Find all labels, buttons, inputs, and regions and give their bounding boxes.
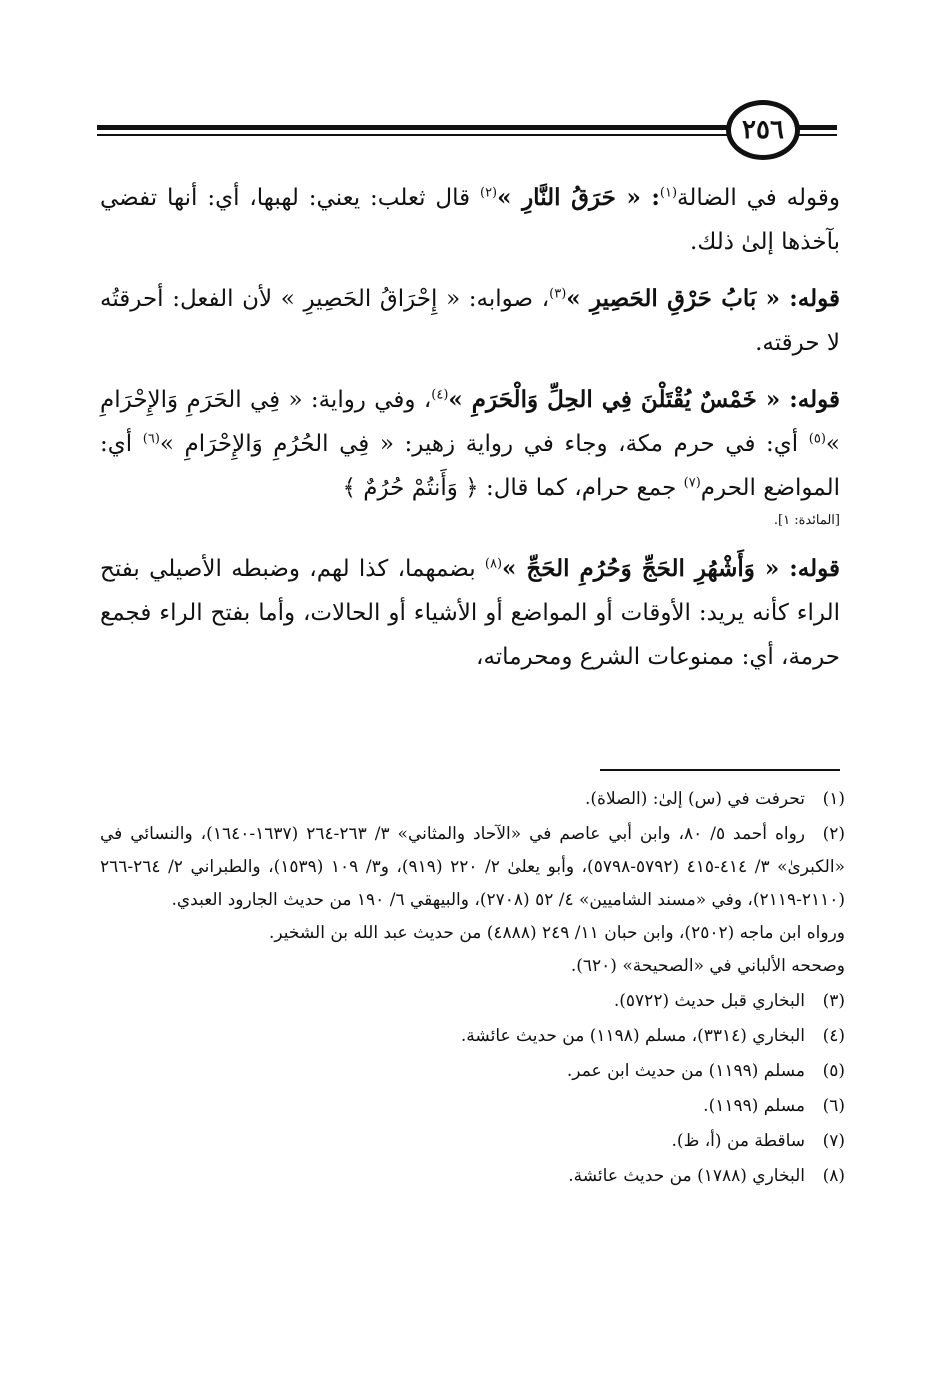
footnote-number: (٣) [822,991,845,1011]
main-text [100,176,840,679]
text-segment: ، وفي رواية: « فِي الحَرَمِ وَالإِحْرَامِ » [100,387,840,457]
hadith-quote: قوله: « وَأَشْهُرِ الحَجِّ وَحُرُمِ الحَجِّ » [502,555,840,582]
footnote-continuation: ورواه ابن ماجه (٢٥٠٢)، وابن حبان ١١/ ٢٤٩ (٤٨٨٨) من حديث عبد الله بن الشخير. [268,923,845,943]
footnote-number: (١) [822,789,845,809]
page-header [97,96,837,166]
header-rule-right [797,125,837,130]
text-segment: وقوله في الضالة [677,185,840,211]
footnote [100,1125,845,1158]
footnote [100,1160,845,1193]
footnote-ref: (٢) [479,185,498,201]
paragraph [100,277,840,365]
footnote [100,1090,845,1123]
footnote-ref: (١) [659,185,678,201]
text-segment: أي: في حرم مكة، وجاء في رواية زهير: « فِي الحُرُمِ وَالإِحْرَامِ » [159,431,809,457]
footnote-text: مسلم (١١٩٩). [703,1096,805,1116]
footnotes [100,783,845,1195]
footnote [100,783,845,816]
footnote-text: مسلم (١١٩٩) من حديث ابن عمر. [566,1061,805,1081]
footnote [100,1020,845,1053]
text-segment: ، صوابه: « إِحْرَاقُ الحَصِيرِ » لأن الفعل: أحرقتُه لا حرقته. [100,286,840,356]
footnote [100,985,845,1018]
header-rule [97,125,737,130]
text-segment: قال ثعلب: يعني: لهبها، أي: أنها تفضي بآخذها إلىٰ ذلك. [100,185,840,255]
hadith-quote: قوله: « خَمْسٌ يُقْتَلْنَ فِي الحِلِّ وَالْحَرَمِ » [448,386,840,413]
footnote-number: (٦) [822,1096,845,1116]
footnote-text: رواه أحمد ٥/ ٨٠، وابن أبي عاصم في «الآحاد والمثاني» ٣/ ٢٦٣-٢٦٤ (١٦٣٧-١٦٤٠)، والنسائي في «الكبرىٰ» ٣/ ٤١٤-٤١٥ (٥٧٩٢-٥٧٩٨)، وأبو يعلىٰ ٢/ ٢٢٠ (٩١٩)، و٣/ ١٠٩ (١٥٣٩)، والطبراني ٢/ ٢٦٤-٢٦٦ (٢١١٠-٢١١٩)، وفي «مسند الشاميين» ٤/ ٥٢ (٢٧٠٨)، والبيهقي ٦/ ١٩٠ من حديث الجارود العبدي. [100,824,845,910]
paragraph [100,547,840,679]
footnote-text: تحرفت في (س) إلىٰ: (الصلاة). [585,789,805,809]
footnote-divider [600,769,840,771]
header-rule-right-thin [797,134,837,136]
page-number: ٢٥٦ [726,100,800,160]
hadith-quote: : « حَرَقُ النَّارِ » [497,184,660,211]
hadith-quote: قوله: « بَابُ حَرْقِ الحَصِيرِ » [566,285,840,312]
footnote-ref: (٣) [549,286,567,302]
footnote-text: البخاري قبل حديث (٥٧٢٢). [613,991,805,1011]
footnote-number: (٢) [822,824,846,844]
footnote-ref: (٦) [142,431,160,447]
footnote-ref: (٥) [808,431,826,447]
footnote-number: (٧) [822,1131,845,1151]
text-segment: أي: المواضع الحرم [100,431,840,501]
footnote-number: (٨) [822,1166,845,1186]
footnote-continuation: وصححه الألباني في «الصحيحة» (٦٢٠). [570,956,845,976]
header-rule-thin [97,134,737,136]
quran-reference: [المائدة: ١]. [773,513,840,528]
paragraph [100,378,840,534]
paragraph [100,176,840,264]
footnote-text: البخاري (١٧٨٨) من حديث عائشة. [568,1166,805,1186]
footnote-ref: (٧) [683,475,701,491]
footnote-ref: (٨) [484,556,503,572]
text-segment: جمع حرام، كما قال: ﴿ وَأَنتُمْ حُرُمٌ ﴾ [342,475,684,501]
footnote-ref: (٤) [431,387,449,403]
footnote [100,818,845,983]
footnote [100,1055,845,1088]
footnote-text: البخاري (٣٣١٤)، مسلم (١١٩٨) من حديث عائشة. [460,1026,805,1046]
footnote-text: ساقطة من (أ، ظ). [671,1131,805,1151]
footnote-number: (٥) [822,1061,845,1081]
footnote-number: (٤) [822,1026,845,1046]
text-segment: بضمهما، كذا لهم، وضبطه الأصيلي بفتح الراء كأنه يريد: الأوقات أو المواضع أو الأشياء أو الحالات، وأما بفتح الراء فجمع حرمة، أي: ممنوعات الشرع ومحرماته، [100,556,840,670]
